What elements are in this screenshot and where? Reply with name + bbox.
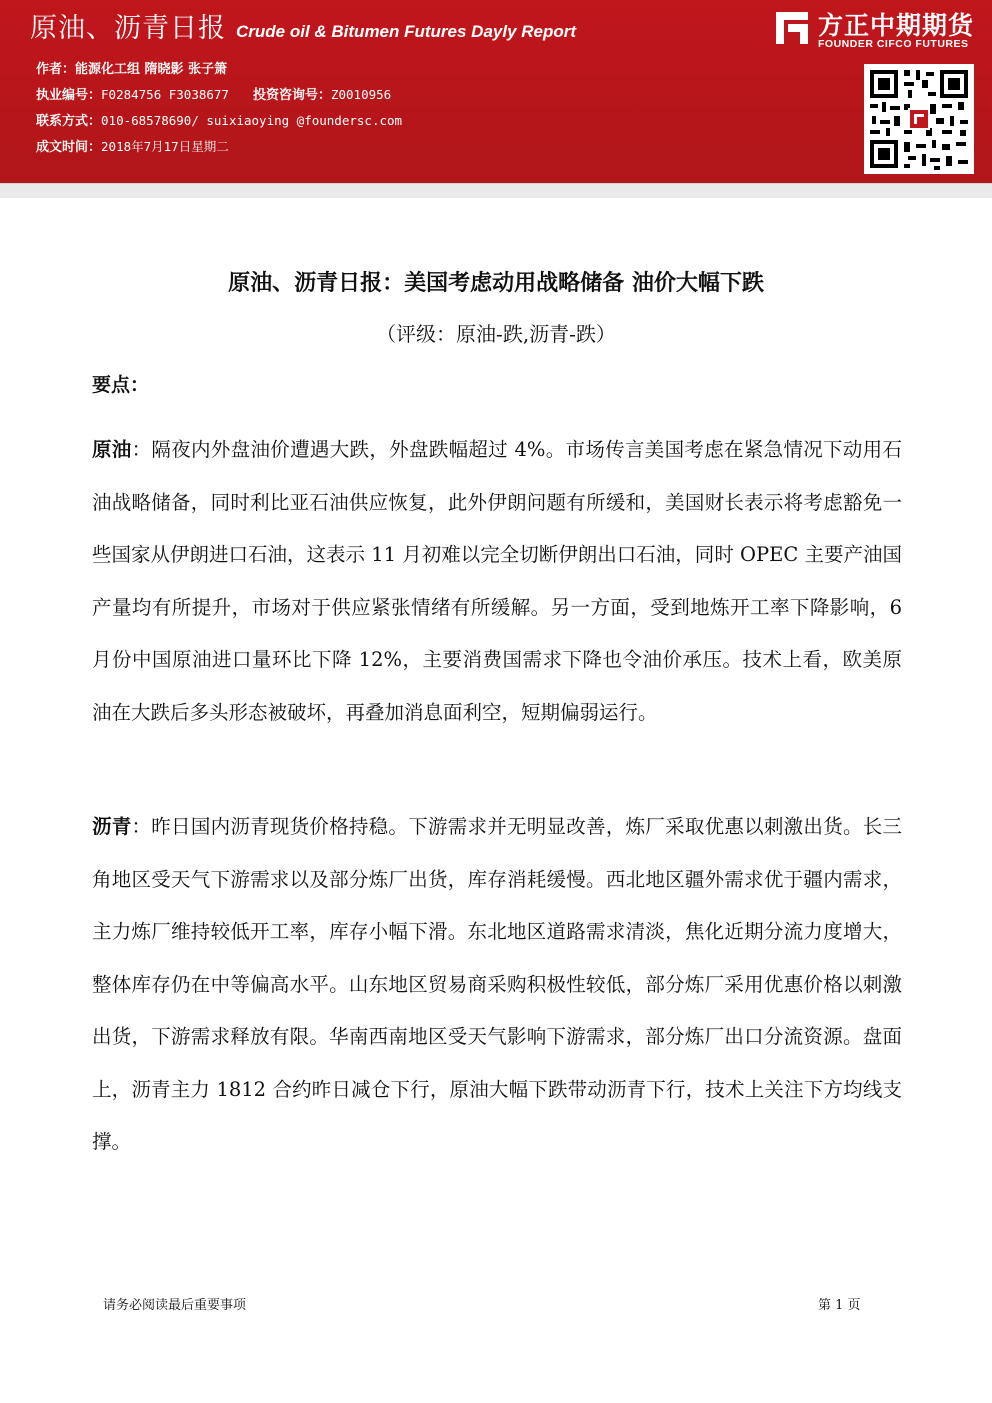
date-value: 2018年7月17日星期二 bbox=[101, 139, 229, 154]
bitumen-paragraph bbox=[92, 801, 902, 1169]
key-points-heading: 要点： bbox=[92, 374, 150, 396]
consult-value: Z0010956 bbox=[330, 87, 392, 102]
footer-page-number: 第 1 页 bbox=[818, 1298, 861, 1313]
header-title-en: Crude oil & Bitumen Futures Dayly Report bbox=[236, 22, 577, 41]
logo-name-cn: 方正中期期货 bbox=[818, 11, 975, 40]
contact-label: 联系方式： bbox=[36, 114, 102, 129]
crude-oil-text: ：隔夜内外盘油价遭遇大跌，外盘跌幅超过 4%。市场传言美国考虑在紧急情况下动用石油战略储备，同时利比亚石油供应恢复，此外伊朗问题有所缓和，美国财长表示将考虑豁免一些国家从伊朗进口石油，这表示 11 月初难以完全切断伊朗出口石油，同时 OPEC 主要产油国产量均有所提升，市场对于供应紧张情绪有所缓解。另一方面，受到地炼开工率下降影响，6 月份中国原油进口量环比下降 12%，主要消费国需求下降也令油价承压。技术上看，欧美原油在大跌后多头形态被破坏，再叠加消息面利空，短期偏弱运行。 bbox=[92, 438, 902, 724]
crude-oil-lead: 原油 bbox=[92, 438, 132, 461]
report-header bbox=[0, 0, 992, 183]
document-title: 原油、沥青日报：美国考虑动用战略储备 油价大幅下跌 bbox=[228, 271, 764, 296]
contact-line bbox=[36, 110, 402, 129]
author-line bbox=[36, 58, 227, 77]
rating-line: （评级：原油-跌,沥青-跌） bbox=[376, 322, 616, 346]
author-label: 作者： bbox=[36, 62, 76, 77]
bitumen-text: ：昨日国内沥青现货价格持稳。下游需求并无明显改善，炼厂采取优惠以刺激出货。长三角地区受天气下游需求以及部分炼厂出货，库存消耗缓慢。西北地区疆外需求优于疆内需求，主力炼厂维持较低开工率，库存小幅下滑。东北地区道路需求清淡，焦化近期分流力度增大，整体库存仍在中等偏高水平。山东地区贸易商采购积极性较低，部分炼厂采用优惠价格以刺激出货，下游需求释放有限。华南西南地区受天气影响下游需求，部分炼厂出口分流资源。盘面上，沥青主力 1812 合约昨日减仓下行，原油大幅下跌带动沥青下行，技术上关注下方均线支撑。 bbox=[92, 815, 902, 1153]
logo-name-en: FOUNDER CIFCO FUTURES bbox=[818, 38, 969, 50]
consult-label: 投资咨询号： bbox=[252, 88, 331, 103]
header-divider bbox=[0, 183, 992, 198]
bitumen-lead: 沥青 bbox=[92, 815, 132, 838]
founder-logo bbox=[772, 6, 982, 56]
license-label: 执业编号： bbox=[36, 88, 102, 103]
header-title bbox=[30, 6, 576, 45]
header-title-cn: 原油、沥青日报 bbox=[30, 13, 226, 44]
date-label: 成文时间： bbox=[36, 140, 102, 155]
author-value: 能源化工组 隋晓影 张子箫 bbox=[75, 62, 228, 77]
qr-code-icon bbox=[864, 64, 974, 174]
license-value: F0284756 F3038677 bbox=[101, 87, 229, 102]
license-line bbox=[36, 84, 391, 103]
crude-oil-paragraph bbox=[92, 424, 902, 739]
date-line bbox=[36, 136, 229, 155]
footer-notice: 请务必阅读最后重要事项 bbox=[103, 1298, 247, 1313]
founder-logo-icon bbox=[772, 8, 812, 48]
contact-value: 010-68578690/ suixiaoying @foundersc.com bbox=[101, 113, 403, 128]
